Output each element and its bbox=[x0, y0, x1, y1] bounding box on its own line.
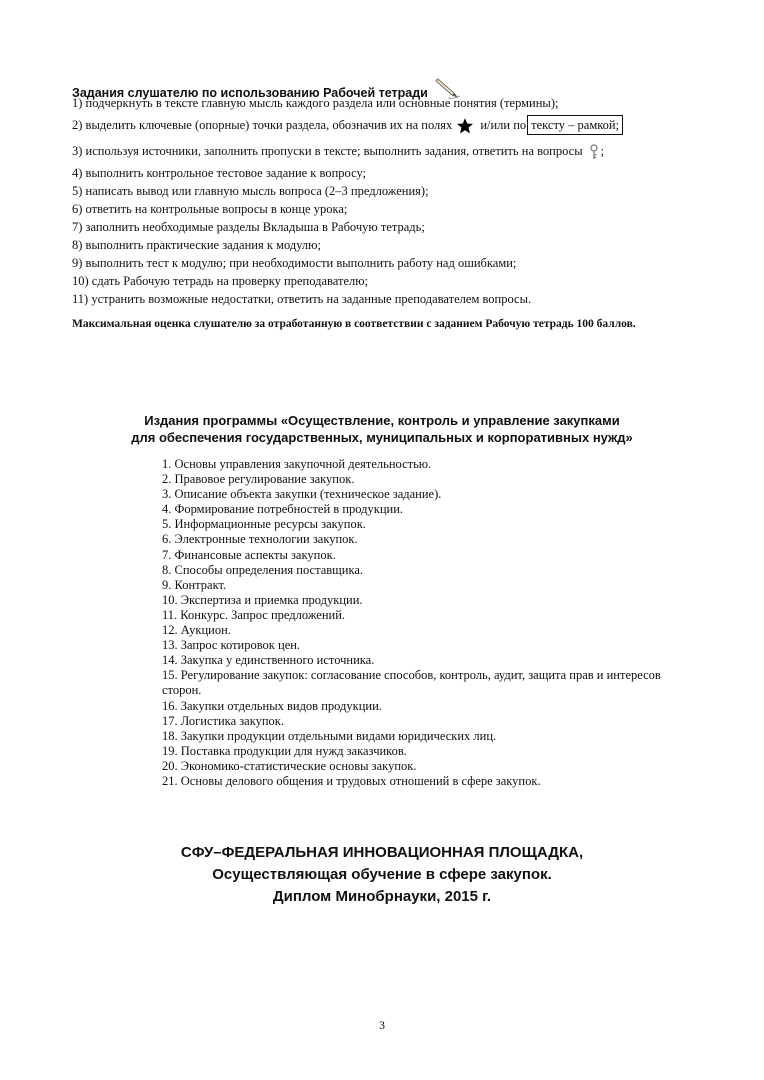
task-item: 4) выполнить контрольное тестовое задание к вопросу; bbox=[72, 166, 367, 180]
task-item: 10) сдать Рабочую тетрадь на проверку преподавателю; bbox=[72, 274, 369, 288]
publication-item: 15. Регулирование закупок: согласование способов, контроль, аудит, защита прав и интересов сторон. bbox=[162, 668, 661, 698]
publication-item: 14. Закупка у единственного источника. bbox=[162, 653, 375, 668]
publication-item: 16. Закупки отдельных видов продукции. bbox=[162, 698, 382, 713]
max-score-note: Максимальная оценка слушателю за отработанную в соответствии с заданием Рабочую тетрадь 100 баллов. bbox=[72, 318, 636, 330]
tasks-list bbox=[72, 94, 712, 308]
publication-item: 3. Описание объекта закупки (техническое задание). bbox=[162, 487, 442, 502]
task-item bbox=[72, 112, 712, 138]
publication-item: 4. Формирование потребностей в продукции. bbox=[162, 502, 404, 517]
publication-item: 2. Правовое регулирование закупок. bbox=[162, 472, 355, 487]
publications-list bbox=[162, 457, 702, 789]
task-item: 11) устранить возможные недостатки, ответить на заданные преподавателем вопросы. bbox=[72, 292, 532, 306]
boxed-text: тексту – рамкой; bbox=[527, 115, 623, 135]
tasks-heading-text: Задания слушателю по использованию Рабочей тетради bbox=[72, 86, 428, 100]
page-number: 3 bbox=[379, 1018, 385, 1032]
task-item: 8) выполнить практические задания к модулю; bbox=[72, 238, 321, 252]
star-icon bbox=[456, 117, 474, 135]
publication-item: 1. Основы управления закупочной деятельностью. bbox=[162, 457, 432, 471]
task-item: 1) подчеркнуть в тексте главную мысль каждого раздела или основные понятия (термины); bbox=[72, 96, 559, 110]
publications-heading-line: для обеспечения государственных, муниципальных и корпоративных нужд» bbox=[131, 430, 633, 445]
publication-item: 11. Конкурс. Запрос предложений. bbox=[162, 607, 346, 622]
publication-item: 10. Экспертиза и приемка продукции. bbox=[162, 592, 363, 607]
task-item: 5) написать вывод или главную мысль вопроса (2–3 предложения); bbox=[72, 184, 429, 198]
publications-heading bbox=[0, 412, 764, 446]
task-item: 9) выполнить тест к модулю; при необходимости выполнить работу над ошибками; bbox=[72, 256, 517, 270]
publication-item: 6. Электронные технологии закупок. bbox=[162, 532, 358, 547]
publication-item: 19. Поставка продукции для нужд заказчиков. bbox=[162, 743, 407, 758]
publication-item: 21. Основы делового общения и трудовых отношений в сфере закупок. bbox=[162, 773, 541, 788]
key-icon bbox=[589, 144, 599, 160]
publication-item: 8. Способы определения поставщика. bbox=[162, 562, 364, 577]
task-item-middle: и/или по bbox=[480, 118, 527, 132]
publication-item: 13. Запрос котировок цен. bbox=[162, 638, 301, 653]
publication-item: 7. Финансовые аспекты закупок. bbox=[162, 547, 336, 562]
task-item-suffix: ; bbox=[600, 144, 605, 158]
footer-line: Осуществляющая обучение в сфере закупок. bbox=[212, 866, 552, 883]
publication-item: 20. Экономико-статистические основы закупок. bbox=[162, 758, 417, 773]
footer-line: СФУ–ФЕДЕРАЛЬНАЯ ИННОВАЦИОННАЯ ПЛОЩАДКА, bbox=[180, 844, 584, 861]
publication-item: 12. Аукцион. bbox=[162, 623, 231, 638]
task-item bbox=[72, 138, 712, 164]
task-item: 7) заполнить необходимые разделы Вкладыша в Рабочую тетрадь; bbox=[72, 220, 425, 234]
publication-item: 5. Информационные ресурсы закупок. bbox=[162, 517, 366, 532]
publications-heading-line: Издания программы «Осуществление, контроль и управление закупками bbox=[144, 413, 620, 428]
task-item: 6) ответить на контрольные вопросы в конце урока; bbox=[72, 202, 348, 216]
publication-item: 17. Логистика закупок. bbox=[162, 713, 285, 728]
footer-block bbox=[0, 842, 764, 908]
publication-item: 18. Закупки продукции отдельными видами юридических лиц. bbox=[162, 728, 497, 743]
publication-item: 9. Контракт. bbox=[162, 577, 227, 592]
footer-line: Диплом Минобрнауки, 2015 г. bbox=[272, 888, 492, 905]
task-item-text: 3) используя источники, заполнить пропуски в тексте; выполнить задания, ответить на вопросы bbox=[72, 144, 583, 158]
task-item-text: 2) выделить ключевые (опорные) точки раздела, обозначив их на полях bbox=[72, 118, 453, 132]
